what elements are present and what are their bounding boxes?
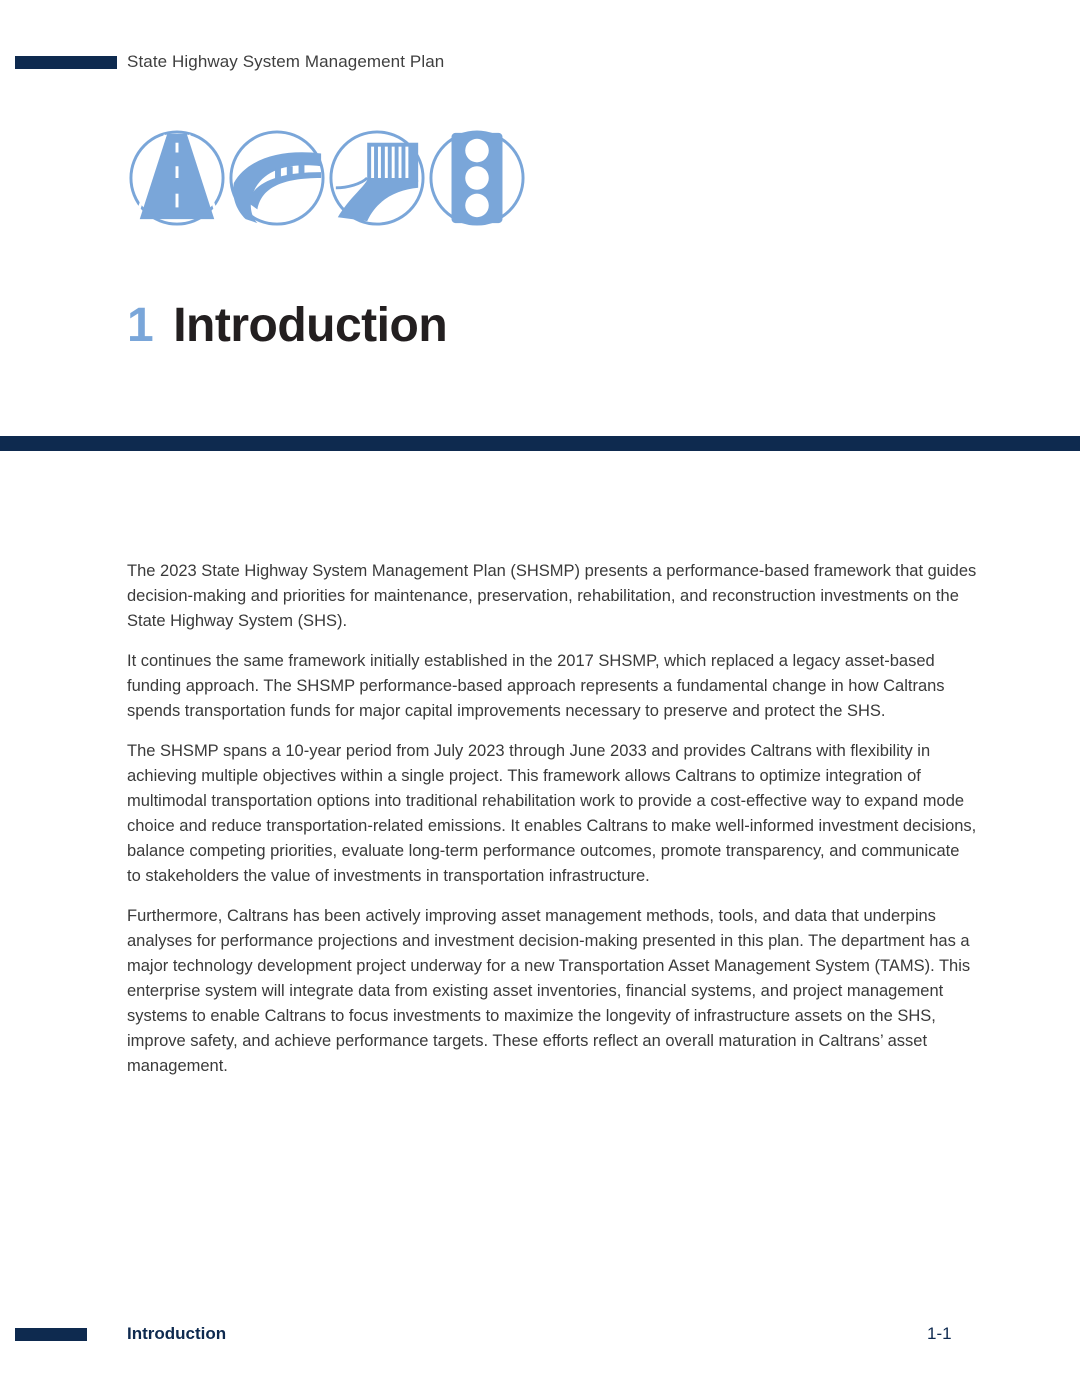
bridge-icon xyxy=(228,129,326,227)
document-title: State Highway System Management Plan xyxy=(127,52,445,71)
drainage-icon xyxy=(328,129,426,227)
paragraph: The 2023 State Highway System Management Plan (SHSMP) presents a performance-based framework that guides decision-making and priorities for maintenance, preservation, rehabilitation, and reconstruction investments on the State Highway System (SHS). xyxy=(127,562,977,630)
section-divider xyxy=(0,436,1080,451)
chapter-heading xyxy=(127,298,447,353)
paragraph: It continues the same framework initially established in the 2017 SHSMP, which replaced a legacy asset-based funding approach. The SHSMP performance-based approach represents a fundamental change in how Caltrans spends transportation funds for major capital improvements necessary to preserve and protect the SHS. xyxy=(127,652,945,720)
chapter-title: Introduction xyxy=(173,299,448,352)
body-text xyxy=(127,559,977,1094)
footer-accent-bar xyxy=(15,1328,87,1341)
page-number: 1-1 xyxy=(927,1324,952,1343)
asset-icons-row xyxy=(128,129,528,229)
footer-section-label: Introduction xyxy=(127,1324,227,1343)
header-accent-bar xyxy=(15,56,117,69)
traffic-signal-icon xyxy=(428,129,526,227)
paragraph: Furthermore, Caltrans has been actively improving asset management methods, tools, and data that underpins analyses for performance projections and investment decision-making presented in this plan. The department has a major technology development project underway for a new Transportation Asset Management System (TAMS). This enterprise system will integrate data from existing asset inventories, financial systems, and project management systems to enable Caltrans to focus investments to maximize the longevity of infrastructure assets on the SHS, improve safety, and achieve performance targets. These efforts reflect an overall maturation in Caltrans’ asset management. xyxy=(127,907,971,1075)
highway-icon xyxy=(128,129,226,227)
paragraph: The SHSMP spans a 10-year period from July 2023 through June 2033 and provides Caltrans with flexibility in achieving multiple objectives within a single project. This framework allows Caltrans to optimize integration of multimodal transportation options into traditional rehabilitation work to provide a cost-effective way to expand mode choice and reduce transportation-related emissions. It enables Caltrans to make well-informed investment decisions, balance competing priorities, evaluate long-term performance outcomes, promote transparency, and communicate to stakeholders the value of investments in transportation infrastructure. xyxy=(127,742,977,885)
chapter-number: 1 xyxy=(127,299,154,352)
